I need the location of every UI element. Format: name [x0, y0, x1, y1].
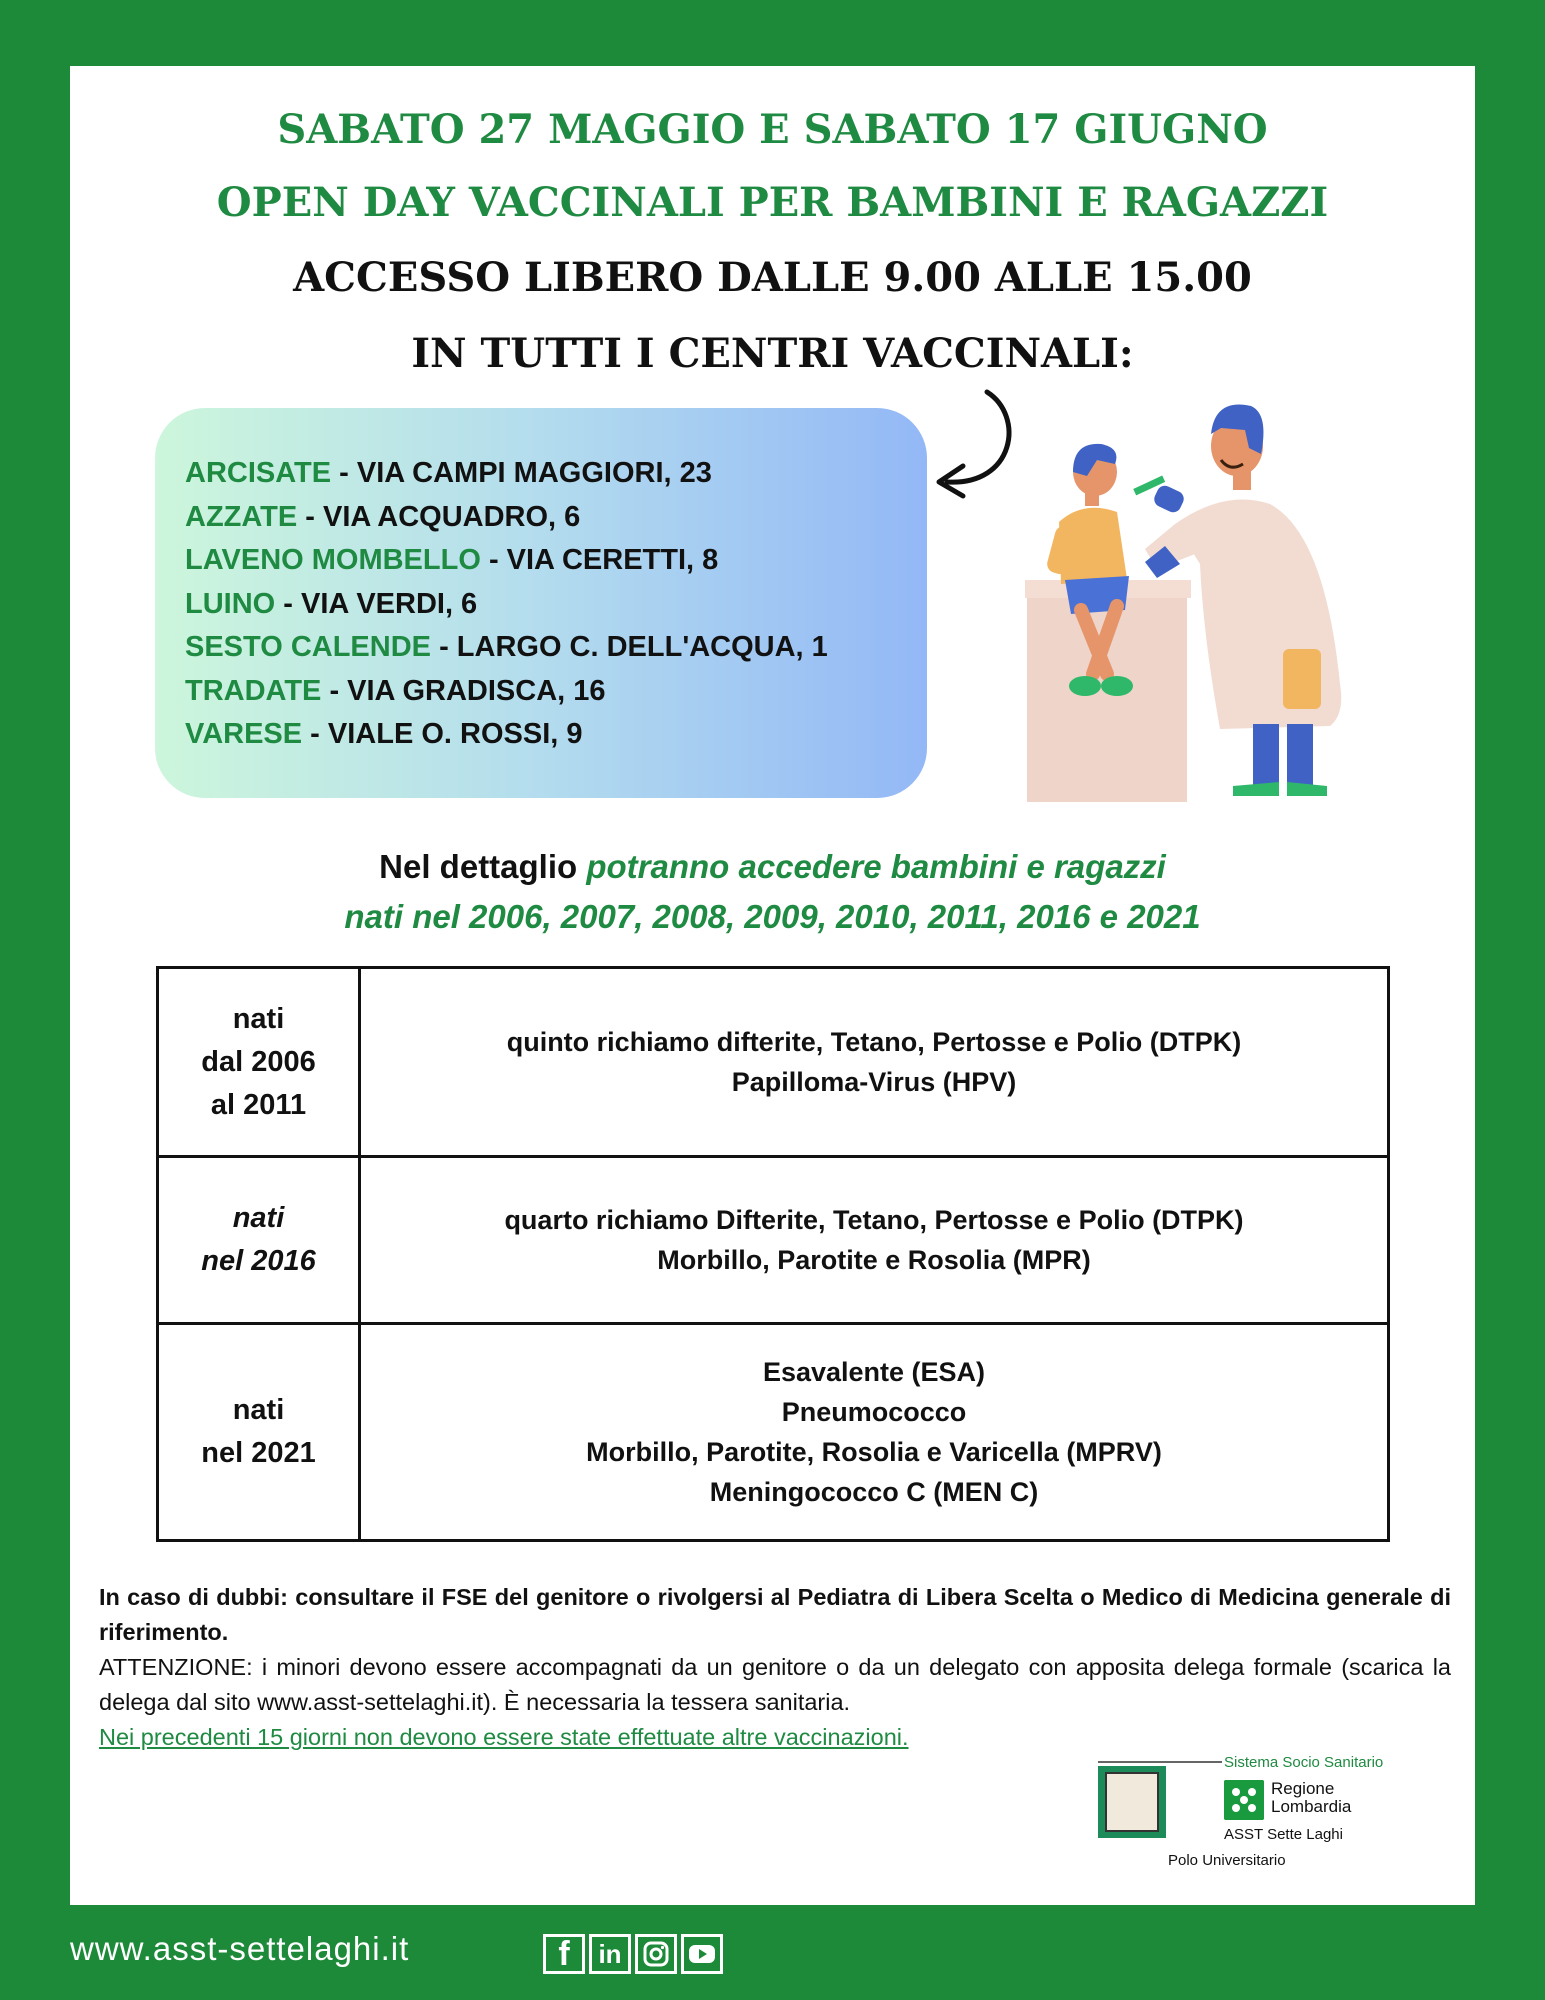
location-address: - VIA VERDI, 6 — [275, 587, 478, 620]
location-address: - VIA GRADISCA, 16 — [321, 674, 606, 707]
location-city: LUINO — [185, 587, 276, 620]
access-hours-heading: ACCESSO LIBERO DALLE 9.00 ALLE 15.00 — [293, 254, 1252, 301]
table-row — [158, 968, 1389, 1157]
age-line: nel 2021 — [201, 1437, 316, 1469]
event-dates-heading: SABATO 27 MAGGIO E SABATO 17 GIUGNO — [277, 106, 1268, 153]
vaccination-table — [156, 966, 1390, 1542]
location-address: - VIA ACQUADRO, 6 — [297, 500, 581, 533]
doubts-note: In caso di dubbi: consultare il FSE del genitore o rivolgersi al Pediatra di Libera Scelta o Medico di Medicina generale di riferimento. — [99, 1584, 1451, 1645]
age-cell — [158, 1157, 360, 1324]
location-item — [185, 583, 828, 627]
curved-arrow-icon — [925, 386, 1025, 506]
location-item — [185, 452, 828, 496]
poster-card — [70, 66, 1475, 1905]
vaccine-item: Morbillo, Parotite e Rosolia (MPR) — [657, 1245, 1091, 1275]
logos-block — [1098, 1754, 1428, 1874]
attention-note: ATTENZIONE: i minori devono essere accompagnati da un genitore o da un delegato con apposita delega formale (scarica la delega dal sito www.asst-settelaghi.it). È necessaria la tessera sanitaria. — [99, 1654, 1451, 1715]
location-city: SESTO CALENDE — [185, 631, 432, 663]
vaccines-cell — [360, 1324, 1389, 1541]
linkedin-icon[interactable]: in — [589, 1934, 631, 1974]
notes-section — [99, 1580, 1451, 1755]
location-city: LAVENO MOMBELLO — [185, 544, 481, 576]
location-item — [185, 626, 828, 670]
location-city: ARCISATE — [185, 457, 332, 489]
vaccine-item: quinto richiamo difterite, Tetano, Pertosse e Polio (DTPK) — [506, 1027, 1242, 1057]
location-item — [185, 713, 828, 757]
table-row — [158, 1324, 1389, 1541]
centers-heading: IN TUTTI I CENTRI VACCINALI: — [411, 330, 1134, 377]
open-day-heading: OPEN DAY VACCINALI PER BAMBINI E RAGAZZI — [216, 179, 1329, 226]
location-address: - VIA CERETTI, 8 — [480, 544, 719, 576]
asst-label: ASST Sette Laghi — [1224, 1826, 1343, 1843]
social-links — [543, 1934, 723, 1974]
location-city: AZZATE — [185, 500, 298, 533]
lombardia-line: Lombardia — [1271, 1797, 1352, 1816]
locations-list — [185, 452, 828, 757]
location-address: - LARGO C. DELL'ACQUA, 1 — [431, 631, 828, 663]
vaccines-cell — [360, 1157, 1389, 1324]
table-row — [158, 1157, 1389, 1324]
logo-divider — [1098, 1761, 1222, 1763]
system-label: Sistema Socio Sanitario — [1224, 1754, 1384, 1771]
youtube-icon[interactable] — [681, 1934, 723, 1974]
instagram-icon[interactable] — [635, 1934, 677, 1974]
vaccination-interval-link[interactable]: Nei precedenti 15 giorni non devono essere state effettuate altre vaccinazioni. — [99, 1724, 909, 1750]
vaccine-item: Morbillo, Parotite, Rosolia e Varicella (MPRV) — [586, 1437, 1162, 1467]
location-address: - VIALE O. ROSSI, 9 — [302, 718, 583, 750]
age-line: al 2011 — [210, 1088, 307, 1121]
detail-prefix: Nel dettaglio — [379, 848, 587, 885]
age-cell — [158, 968, 360, 1157]
location-item — [185, 496, 828, 540]
location-city: TRADATE — [185, 674, 322, 707]
university-seal-logo — [1098, 1766, 1166, 1838]
facebook-icon[interactable]: f — [543, 1934, 585, 1974]
website-link[interactable]: www.asst-settelaghi.it — [70, 1930, 410, 1967]
regione-label — [1271, 1780, 1351, 1816]
location-address: - VIA CAMPI MAGGIORI, 23 — [331, 457, 712, 489]
vaccine-item: Meningococco C (MEN C) — [709, 1477, 1039, 1507]
polo-label: Polo Universitario — [1168, 1852, 1286, 1869]
age-line: dal 2006 — [201, 1045, 316, 1078]
locations-box — [155, 408, 927, 798]
vaccine-item: Pneumococco — [781, 1397, 967, 1427]
regione-lombardia-icon — [1224, 1780, 1264, 1820]
age-line: nati — [232, 1394, 285, 1426]
vaccination-illustration — [1025, 384, 1375, 804]
birth-years-line: nati nel 2006, 2007, 2008, 2009, 2010, 2011, 2016 e 2021 — [344, 898, 1201, 935]
location-item — [185, 539, 828, 583]
age-line: nati — [232, 1202, 285, 1234]
vaccine-item: Esavalente (ESA) — [762, 1357, 986, 1387]
age-cell — [158, 1324, 360, 1541]
vaccine-item: Papilloma-Virus (HPV) — [731, 1067, 1017, 1097]
vaccines-cell — [360, 968, 1389, 1157]
location-city: VARESE — [185, 718, 303, 750]
detail-line — [70, 848, 1475, 886]
vaccine-item: quarto richiamo Difterite, Tetano, Pertosse e Polio (DTPK) — [504, 1205, 1244, 1235]
detail-italic: potranno accedere bambini e ragazzi — [586, 848, 1166, 885]
location-item — [185, 670, 828, 714]
regione-line: Regione — [1271, 1779, 1335, 1798]
age-line: nel 2016 — [201, 1245, 316, 1277]
age-line: nati — [232, 1002, 285, 1035]
